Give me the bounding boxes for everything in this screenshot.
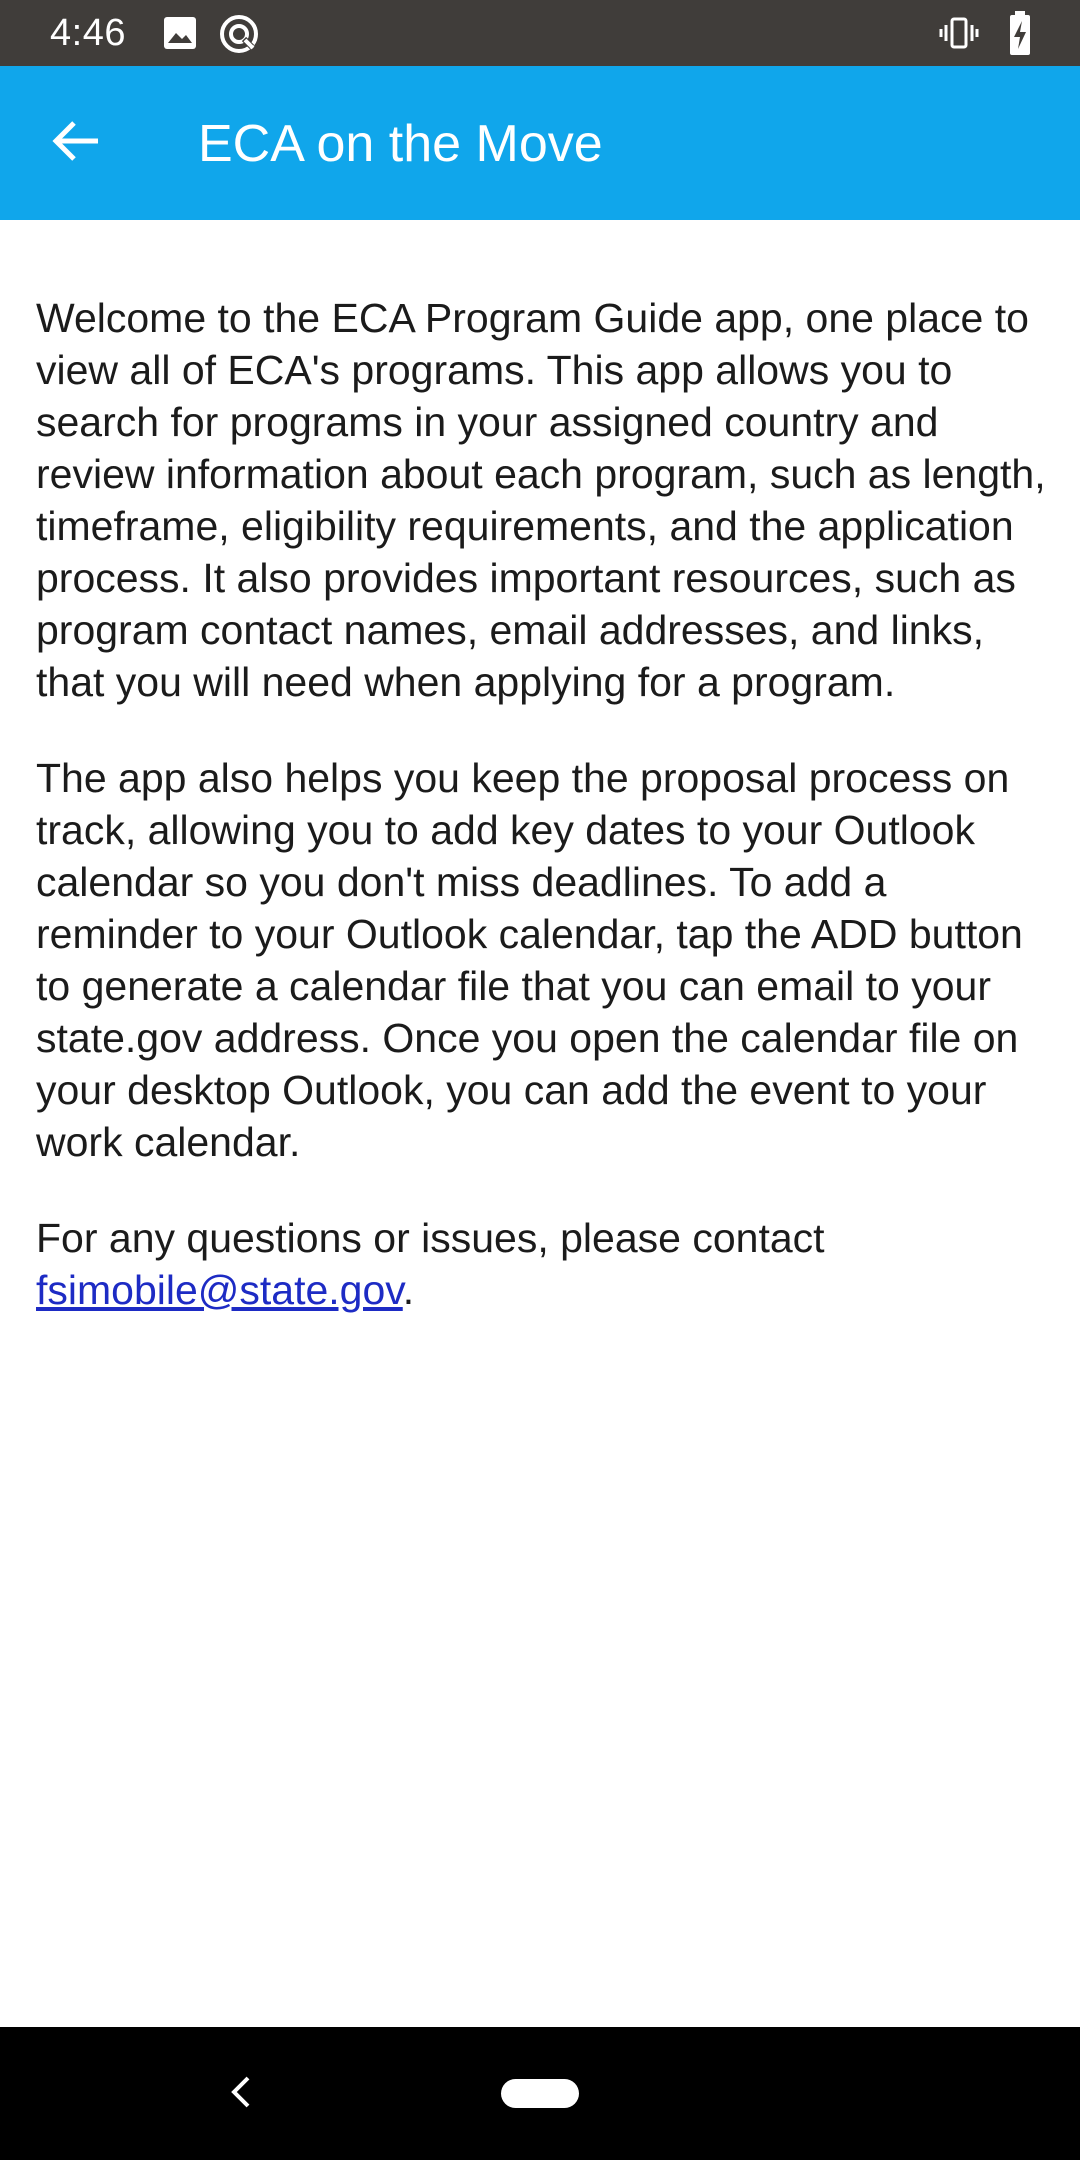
arrow-left-icon [50,119,102,168]
status-bar [0,0,1080,66]
system-nav-bar [0,2027,1080,2160]
image-icon [160,13,200,53]
intro-paragraph: Welcome to the ECA Program Guide app, one place to view all of ECA's programs. This app allows you to search for programs in your assigned country and review information about each program, such as length, timeframe, eligibility requirements, and the application process. It also provides important resources, such as program contact names, email addresses, and links, that you will need when applying for a program. [36,295,1046,705]
about-content [36,292,1046,1360]
home-pill-icon[interactable] [501,2079,579,2108]
battery-charging-icon [1000,10,1040,50]
nav-back-button[interactable] [216,2069,266,2119]
status-time: 4:46 [50,12,126,54]
vibrate-icon [939,13,979,53]
back-button[interactable] [40,111,112,175]
page-title: ECA on the Move [198,115,603,173]
contact-text: For any questions or issues, please contact [36,1215,825,1261]
contact-email-link[interactable]: fsimobile@state.gov [36,1267,403,1313]
contact-period: . [402,1267,415,1313]
sync-icon [218,13,258,53]
calendar-paragraph: The app also helps you keep the proposal process on track, allowing you to add key dates to your Outlook calendar so you don't miss deadlines. To add a reminder to your Outlook calendar, tap the ADD button to generate a calendar file that you can email to your state.gov address. Once you open the calendar file on your desktop Outlook, you can add the event to your work calendar. [36,755,1023,1165]
contact-paragraph [36,1212,1046,1316]
app-bar [0,66,1080,220]
nav-back-icon [228,2074,254,2115]
